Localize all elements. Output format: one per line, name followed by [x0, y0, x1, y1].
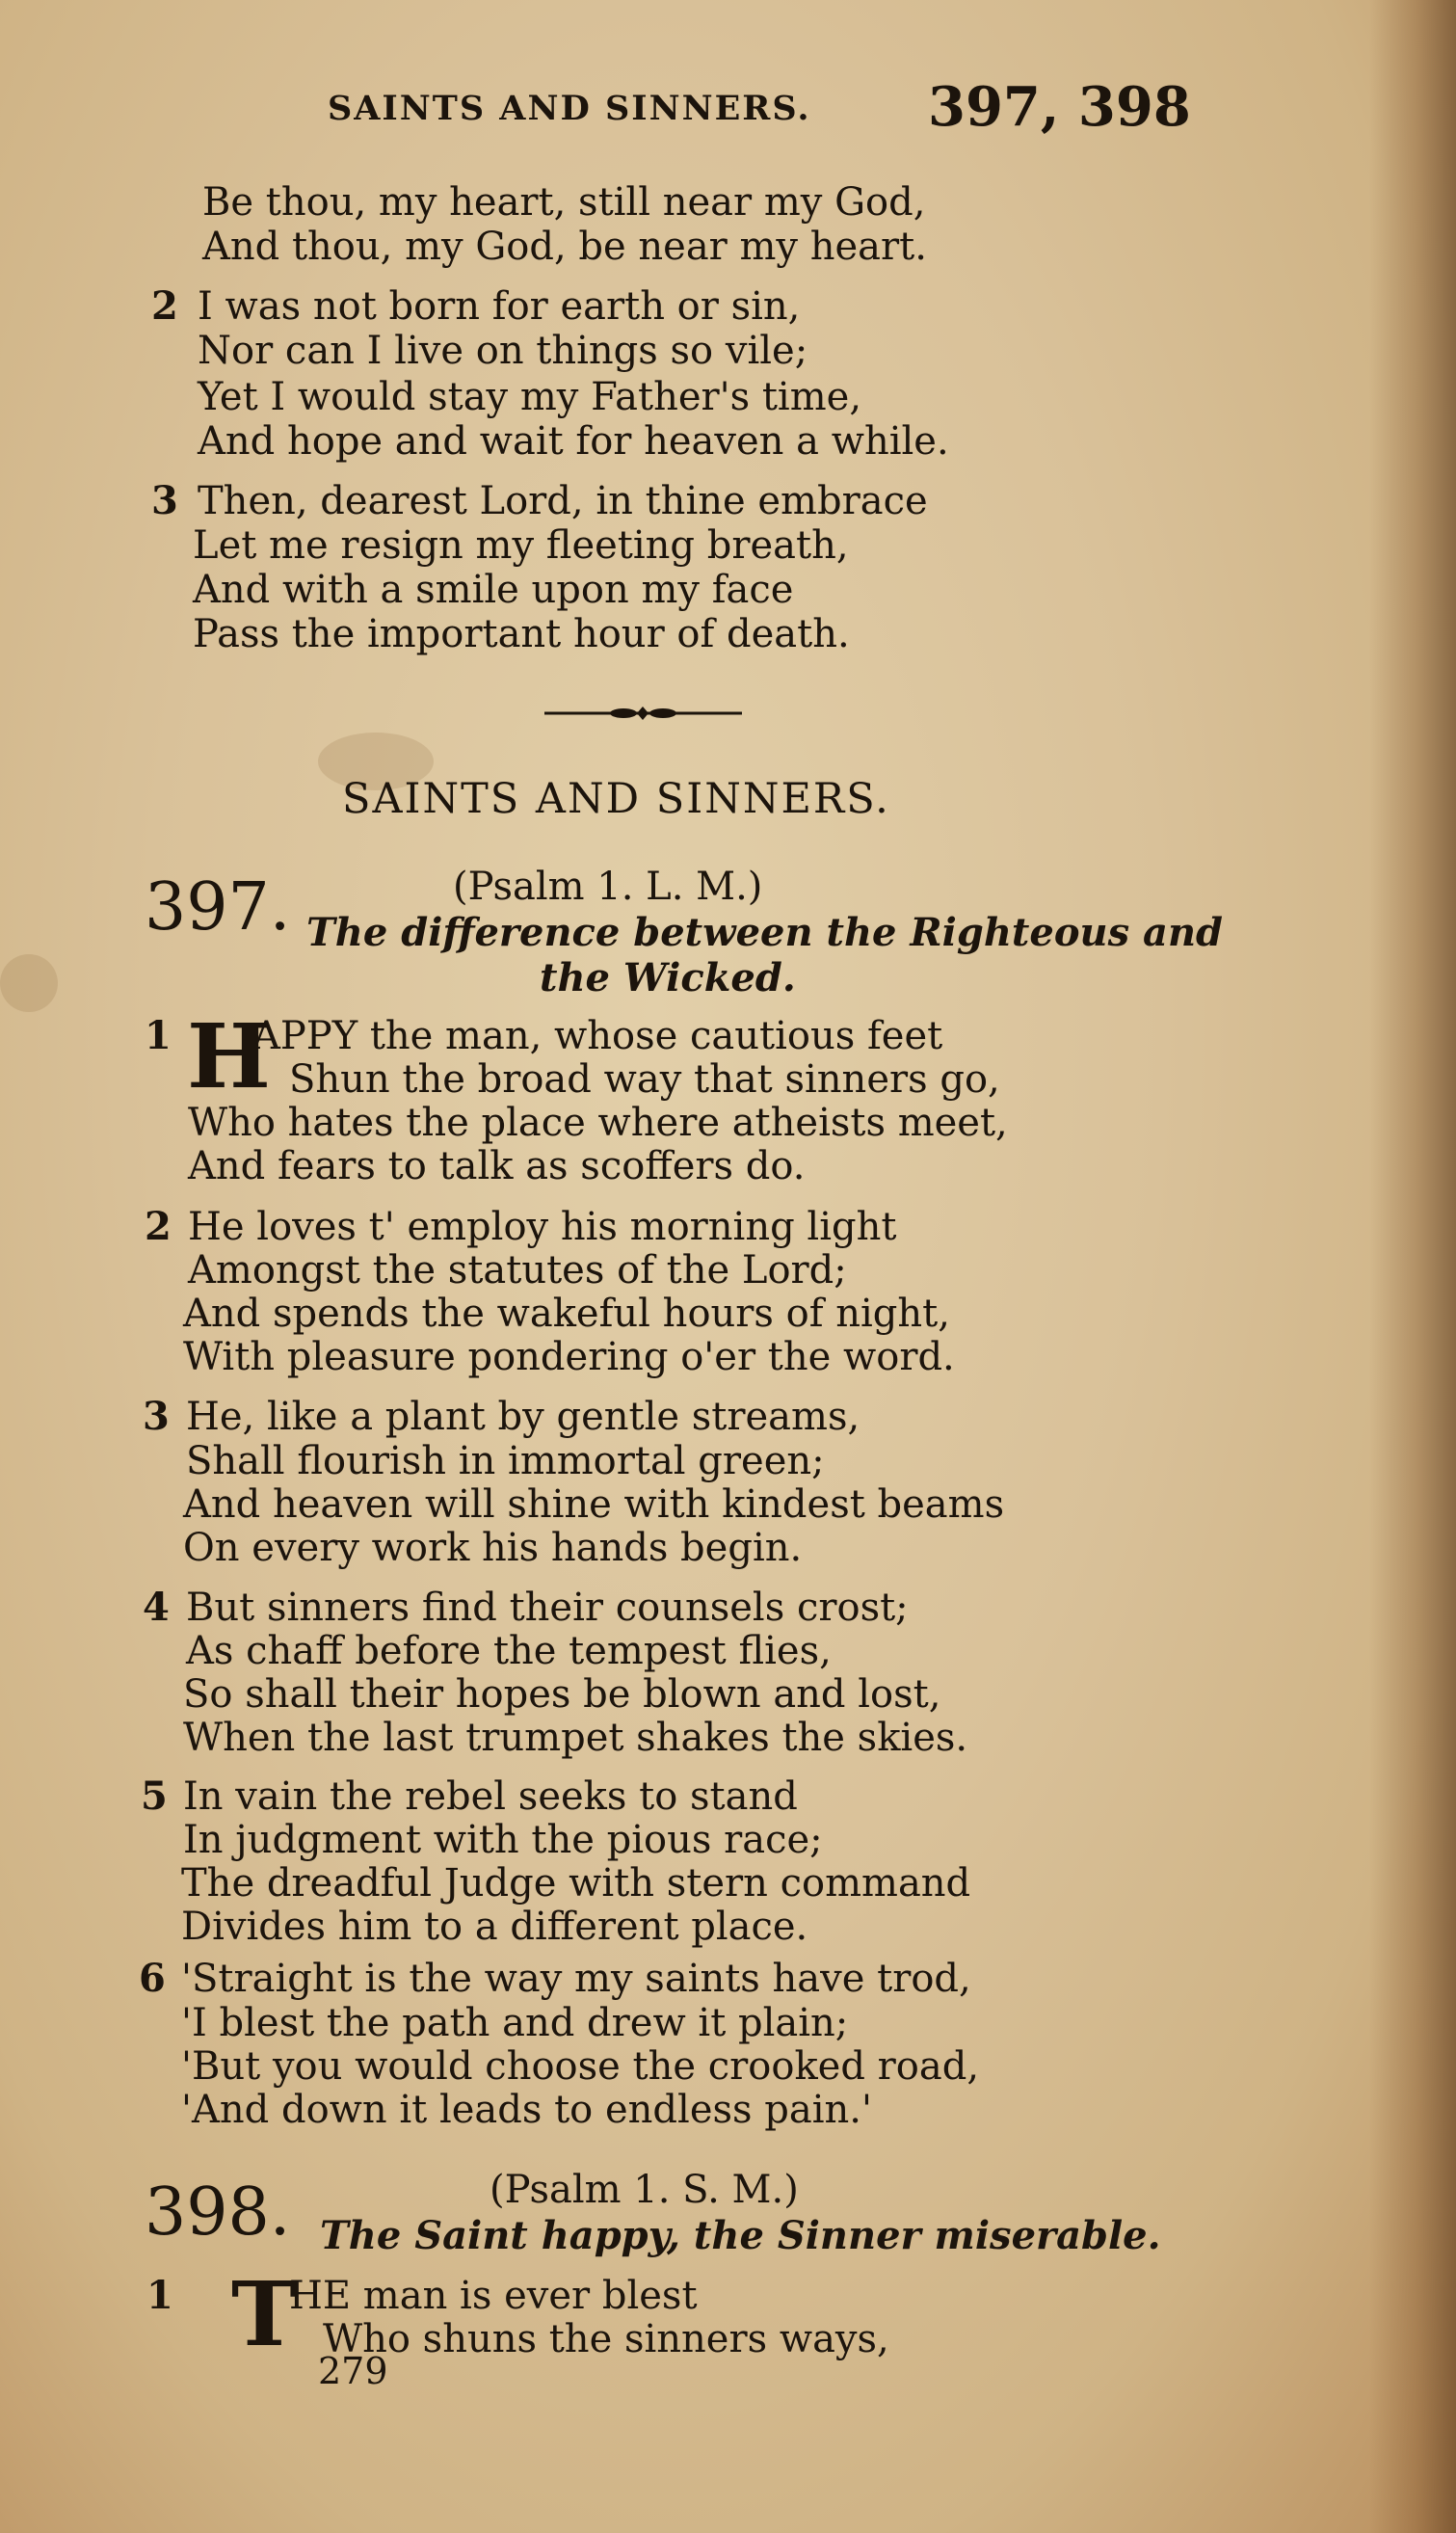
verse-line: Divides him to a different place.: [181, 1905, 808, 1949]
verse-line: 'But you would choose the crooked road,: [181, 2044, 980, 2089]
stanza-number: 6: [139, 1956, 166, 2001]
verse-line: Let me resign my fleeting breath,: [193, 523, 849, 568]
stanza-number: 2: [151, 283, 178, 329]
verse-line: Yet I would stay my Father's time,: [198, 375, 862, 419]
hymn-meter: (Psalm 1. L. M.): [453, 865, 763, 909]
verse-line: Shun the broad way that sinners go,: [289, 1057, 1000, 1102]
drop-cap: T: [231, 2262, 298, 2366]
drop-cap: H: [187, 1004, 271, 1108]
verse-line: Then, dearest Lord, in thine embrace: [198, 479, 928, 523]
hymn-subtitle: The difference between the Righteous and: [306, 910, 1224, 955]
stanza-number: 2: [145, 1204, 172, 1249]
verse-line: Nor can I live on things so vile;: [198, 329, 808, 373]
hymn-meter: (Psalm 1. S. M.): [490, 2168, 799, 2212]
verse-line: Who shuns the sinners ways,: [323, 2317, 889, 2361]
stanza-number: 3: [143, 1394, 170, 1439]
verse-line: 'Straight is the way my saints have trod,: [181, 1957, 971, 2001]
verse-line: He loves t' employ his morning light: [188, 1205, 897, 1249]
hymn-number: 397.: [145, 869, 291, 946]
running-title: SAINTS AND SINNERS.: [328, 89, 811, 128]
stanza-number: 3: [151, 478, 178, 523]
hymn-subtitle: The Saint happy, the Sinner miserable.: [320, 2213, 1161, 2258]
stanza-number: 1: [145, 1013, 172, 1058]
ornament-divider: [544, 707, 742, 720]
verse-line: With pleasure pondering o'er the word.: [183, 1335, 955, 1379]
verse-line: HE man is ever blest: [289, 2274, 698, 2318]
verse-line: APPY the man, whose cautious feet: [252, 1014, 943, 1058]
verse-line: Be thou, my heart, still near my God,: [202, 180, 926, 225]
verse-line: 'And down it leads to endless pain.': [181, 2088, 872, 2132]
verse-line: And with a smile upon my face: [193, 568, 794, 612]
stanza-number: 4: [143, 1585, 170, 1630]
verse-line: And heaven will shine with kindest beams: [183, 1482, 1005, 1527]
verse-line: In vain the rebel seeks to stand: [183, 1774, 798, 1819]
folio-number: 279: [318, 2350, 388, 2392]
page-stain: [0, 954, 58, 1012]
verse-line: And spends the wakeful hours of night,: [183, 1292, 950, 1336]
verse-line: Who hates the place where atheists meet,: [188, 1101, 1008, 1145]
hymn-number: 398.: [145, 2174, 291, 2251]
verse-line: And fears to talk as scoffers do.: [188, 1144, 806, 1188]
verse-line: When the last trumpet shakes the skies.: [183, 1716, 968, 1760]
verse-line: And hope and wait for heaven a while.: [198, 419, 949, 464]
verse-line: But sinners find their counsels crost;: [186, 1586, 909, 1630]
verse-line: As chaff before the tempest flies,: [186, 1629, 832, 1673]
verse-line: He, like a plant by gentle streams,: [186, 1395, 860, 1439]
stanza-number: 5: [141, 1773, 168, 1819]
section-title: SAINTS AND SINNERS.: [342, 775, 890, 823]
stanza-number: 1: [146, 2273, 173, 2318]
verse-line: On every work his hands begin.: [183, 1526, 803, 1570]
verse-line: I was not born for earth or sin,: [198, 284, 801, 329]
verse-line: The dreadful Judge with stern command: [181, 1861, 971, 1906]
page-edge-shadow: [1369, 0, 1456, 2533]
verse-line: And thou, my God, be near my heart.: [202, 225, 927, 269]
page-numbers: 397, 398: [928, 75, 1191, 139]
verse-line: 'I blest the path and drew it plain;: [181, 2001, 849, 2045]
verse-line: Amongst the statutes of the Lord;: [188, 1248, 847, 1293]
verse-line: In judgment with the pious race;: [183, 1818, 823, 1862]
verse-line: Shall flourish in immortal green;: [186, 1439, 825, 1483]
verse-line: So shall their hopes be blown and lost,: [183, 1672, 941, 1717]
verse-line: Pass the important hour of death.: [193, 612, 850, 656]
hymn-subtitle: the Wicked.: [540, 955, 796, 1000]
